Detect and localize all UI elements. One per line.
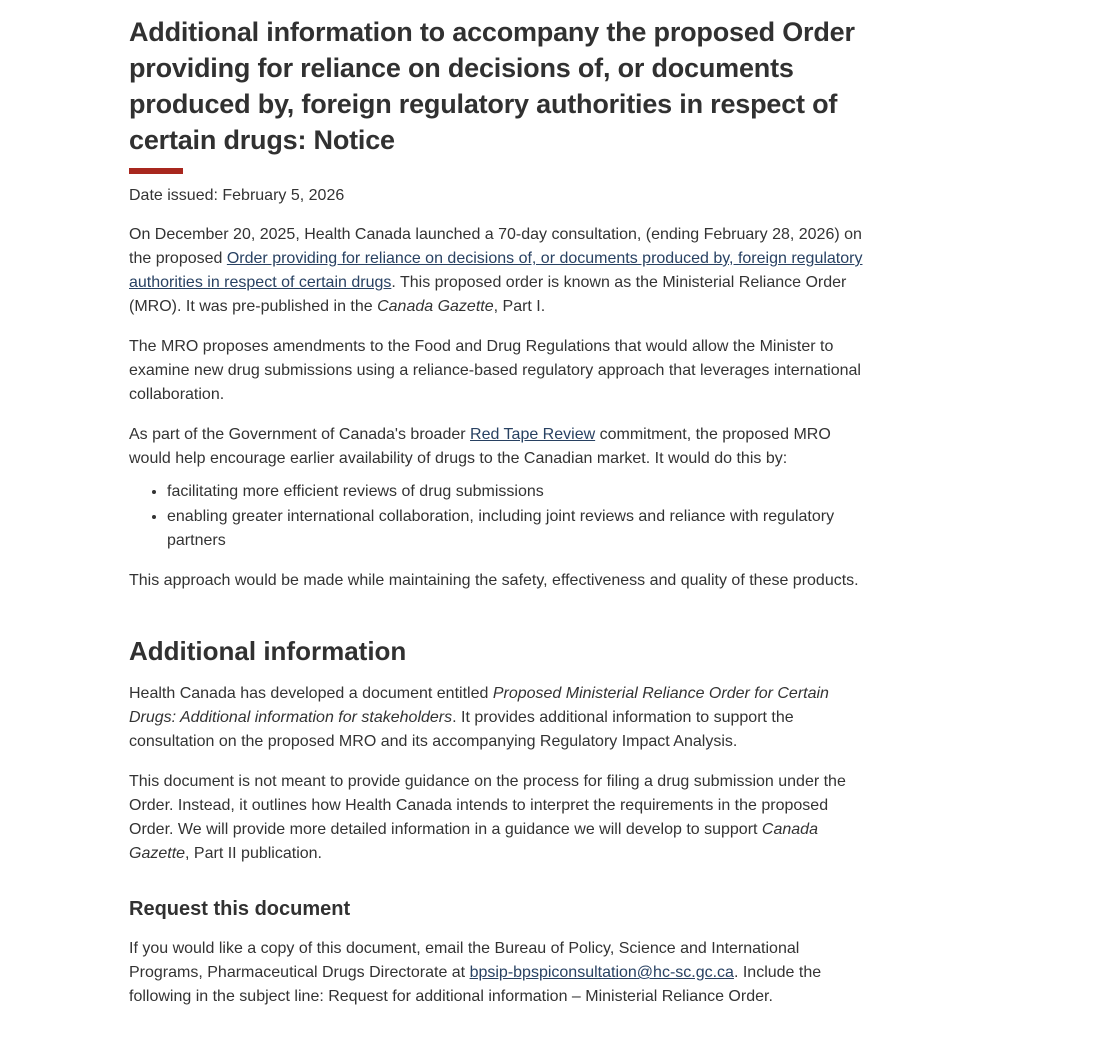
title-accent-underline: [129, 168, 183, 174]
canada-gazette-italic-1: Canada Gazette: [377, 298, 494, 315]
intro-paragraph-2: The MRO proposes amendments to the Food and Drug Regulations that would allow the Minister to examine new drug submissions using a reliance-based regulatory approach that leverages international collaboration.: [129, 338, 861, 403]
document-title-italic: Proposed Ministerial Reliance Order for Certain Drugs: Additional information for stakeholders: [129, 685, 829, 726]
request-document-heading: Request this document: [129, 898, 351, 920]
intro-paragraph-1: [129, 223, 867, 319]
benefits-list: [129, 480, 867, 553]
red-tape-review-link[interactable]: Red Tape Review: [470, 426, 596, 443]
intro-p1-text-mid: . This proposed order is known as the Ministerial Reliance Order (MRO). It was pre-published in the: [129, 274, 847, 315]
date-issued: Date issued: February 5, 2026: [129, 187, 345, 204]
canada-gazette-italic-2: Canada Gazette: [129, 821, 818, 862]
email-link[interactable]: bpsip-bpspiconsultation@hc-sc.gc.ca: [469, 964, 734, 981]
ai-p1-text-end: . It provides additional information to support the consultation on the proposed MRO and its accompanying Regulatory Impact Analysis.: [129, 709, 794, 750]
intro-p1-text-end: , Part I.: [493, 298, 546, 315]
ai-p2-text-end: , Part II publication.: [185, 845, 322, 862]
additional-info-paragraph-2: [129, 770, 867, 866]
proposed-order-link[interactable]: Order providing for reliance on decisions of, or documents produced by, foreign regulatory authorities in respect of certain drugs: [129, 250, 863, 291]
intro-paragraph-3: [129, 423, 867, 471]
list-item: • facilitating more efficient reviews of drug submissions: [167, 480, 867, 504]
list-item: • enabling greater international collaboration, including joint reviews and reliance with regulatory partners: [167, 505, 867, 553]
page-title: Additional information to accompany the proposed Order providing for reliance on decisions of, or documents produced by, foreign regulatory authorities in respect of certain drugs: Notice: [129, 17, 855, 155]
ai-p1-text-start: Health Canada has developed a document entitled: [129, 685, 493, 702]
intro-p3-text-end: commitment, the proposed MRO would help encourage earlier availability of drugs to the Canadian market. It would do this by:: [129, 426, 831, 467]
intro-p3-text-start: As part of the Government of Canada's broader: [129, 426, 471, 443]
ai-p2-text-start: This document is not meant to provide guidance on the process for filing a drug submission under the Order. Instead, it outlines how Health Canada intends to interpret the requirements in the proposed Order. We will provide more detailed information in a guidance we will develop to support: [129, 773, 846, 838]
additional-info-paragraph-1: [129, 682, 867, 754]
request-document-paragraph: [129, 937, 867, 1009]
intro-p1-text-start: On December 20, 2025, Health Canada launched a 70-day consultation, (ending February 28, 2026) on the proposed: [129, 226, 862, 267]
additional-information-heading: Additional information: [129, 636, 407, 666]
intro-paragraph-4: This approach would be made while maintaining the safety, effectiveness and quality of these products.: [129, 572, 859, 589]
rd-text-start: If you would like a copy of this document, email the Bureau of Policy, Science and International Programs, Pharmaceutical Drugs Directorate at: [129, 940, 800, 981]
rd-text-end: . Include the following in the subject line: Request for additional information – Ministerial Reliance Order.: [129, 964, 822, 1005]
